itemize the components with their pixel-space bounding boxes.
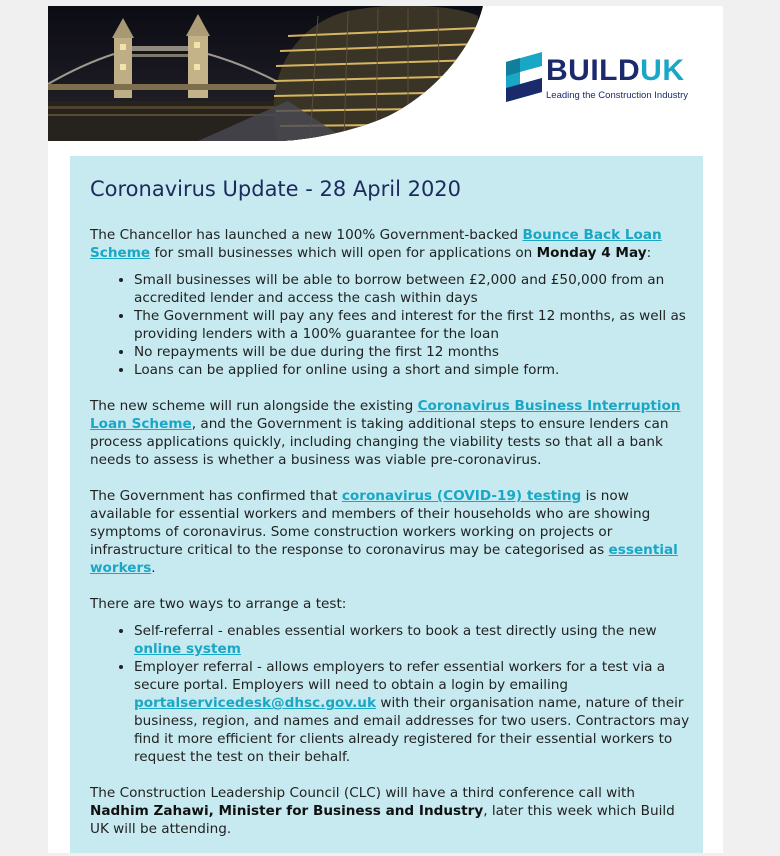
text: The Government has confirmed that bbox=[90, 488, 342, 504]
buildul-logo[interactable] bbox=[506, 52, 706, 108]
paragraph-cbils bbox=[90, 397, 690, 469]
text: Employer referral - allows employers to refer essential workers for a test via a secure portal. Employers will need to obtain a login by emailing bbox=[134, 659, 666, 693]
list-item: • The Government will pay any fees and interest for the first 12 months, as well as providing lenders with a 100% guarantee for the loan bbox=[134, 307, 690, 343]
header-banner bbox=[48, 6, 723, 141]
loan-details-list bbox=[90, 271, 690, 379]
portal-email-link[interactable]: portalservicedesk@dhsc.gov.uk bbox=[134, 695, 377, 711]
text: Self-referral - enables essential workers to book a test directly using the new bbox=[134, 623, 657, 639]
paragraph-loan-intro bbox=[90, 226, 690, 262]
list-item bbox=[134, 658, 690, 766]
text: , later this week which Build UK will be attending. bbox=[90, 803, 675, 837]
logo-wordmark bbox=[546, 54, 685, 88]
bounce-back-loan-link[interactable]: Bounce Back Loan Scheme bbox=[90, 227, 662, 261]
list-item: • No repayments will be due during the first 12 months bbox=[134, 343, 690, 361]
text: : bbox=[646, 245, 652, 261]
date-highlight: Monday 4 May bbox=[536, 245, 647, 261]
text: The new scheme will run alongside the existing bbox=[90, 398, 418, 414]
text: is now available for essential workers and members of their households who are showing symptoms of coronavirus. Some construction workers working on projects or infrastructure critical to the response to coronavirus may be categorised as bbox=[90, 488, 651, 558]
cbils-link[interactable]: Coronavirus Business Interruption Loan Scheme bbox=[90, 398, 681, 432]
essential-workers-link[interactable]: essential workers bbox=[90, 542, 678, 576]
list-item bbox=[134, 622, 690, 658]
page-title: Coronavirus Update - 28 April 2020 bbox=[90, 177, 462, 201]
article bbox=[90, 174, 690, 856]
logo-brand-build: BUILD bbox=[546, 54, 641, 87]
test-methods-list bbox=[90, 622, 690, 766]
paragraph-test-ways: There are two ways to arrange a test: bbox=[90, 596, 347, 612]
email-body bbox=[48, 6, 723, 853]
covid-testing-link[interactable]: coronavirus (COVID-19) testing bbox=[341, 488, 582, 504]
text: for small businesses which will open for applications on bbox=[150, 245, 537, 261]
text: , and the Government is taking additional steps to ensure lenders can process applications quickly, including changing the viability tests so that all a bank needs to assess is whether a business was viable pre-coronavirus. bbox=[90, 416, 669, 468]
content-panel bbox=[70, 156, 703, 853]
list-item: • Loans can be applied for online using a short and simple form. bbox=[134, 361, 690, 379]
build-uk-logo-mark-icon bbox=[506, 52, 542, 104]
paragraph-clc bbox=[90, 784, 690, 838]
text: . bbox=[151, 560, 156, 576]
logo-brand-uk: UK bbox=[640, 54, 685, 87]
text: The Chancellor has launched a new 100% Government-backed bbox=[90, 227, 523, 243]
text: with their organisation name, nature of their business, region, and names and email addresses for two users. Contractors may find it more efficient for clients already registered for their essential workers to request the test on their behalf. bbox=[134, 695, 690, 765]
online-system-link[interactable]: online system bbox=[134, 641, 241, 657]
logo-tagline: Leading the Construction Industry bbox=[546, 90, 689, 101]
minister-name: Nadhim Zahawi, Minister for Business and Industry bbox=[90, 803, 484, 819]
scrollbar[interactable] bbox=[776, 0, 780, 853]
list-item: • Small businesses will be able to borrow between £2,000 and £50,000 from an accredited lender and access the cash within days bbox=[134, 271, 690, 307]
paragraph-testing bbox=[90, 487, 690, 577]
text: The Construction Leadership Council (CLC) will have a third conference call with bbox=[90, 785, 636, 801]
